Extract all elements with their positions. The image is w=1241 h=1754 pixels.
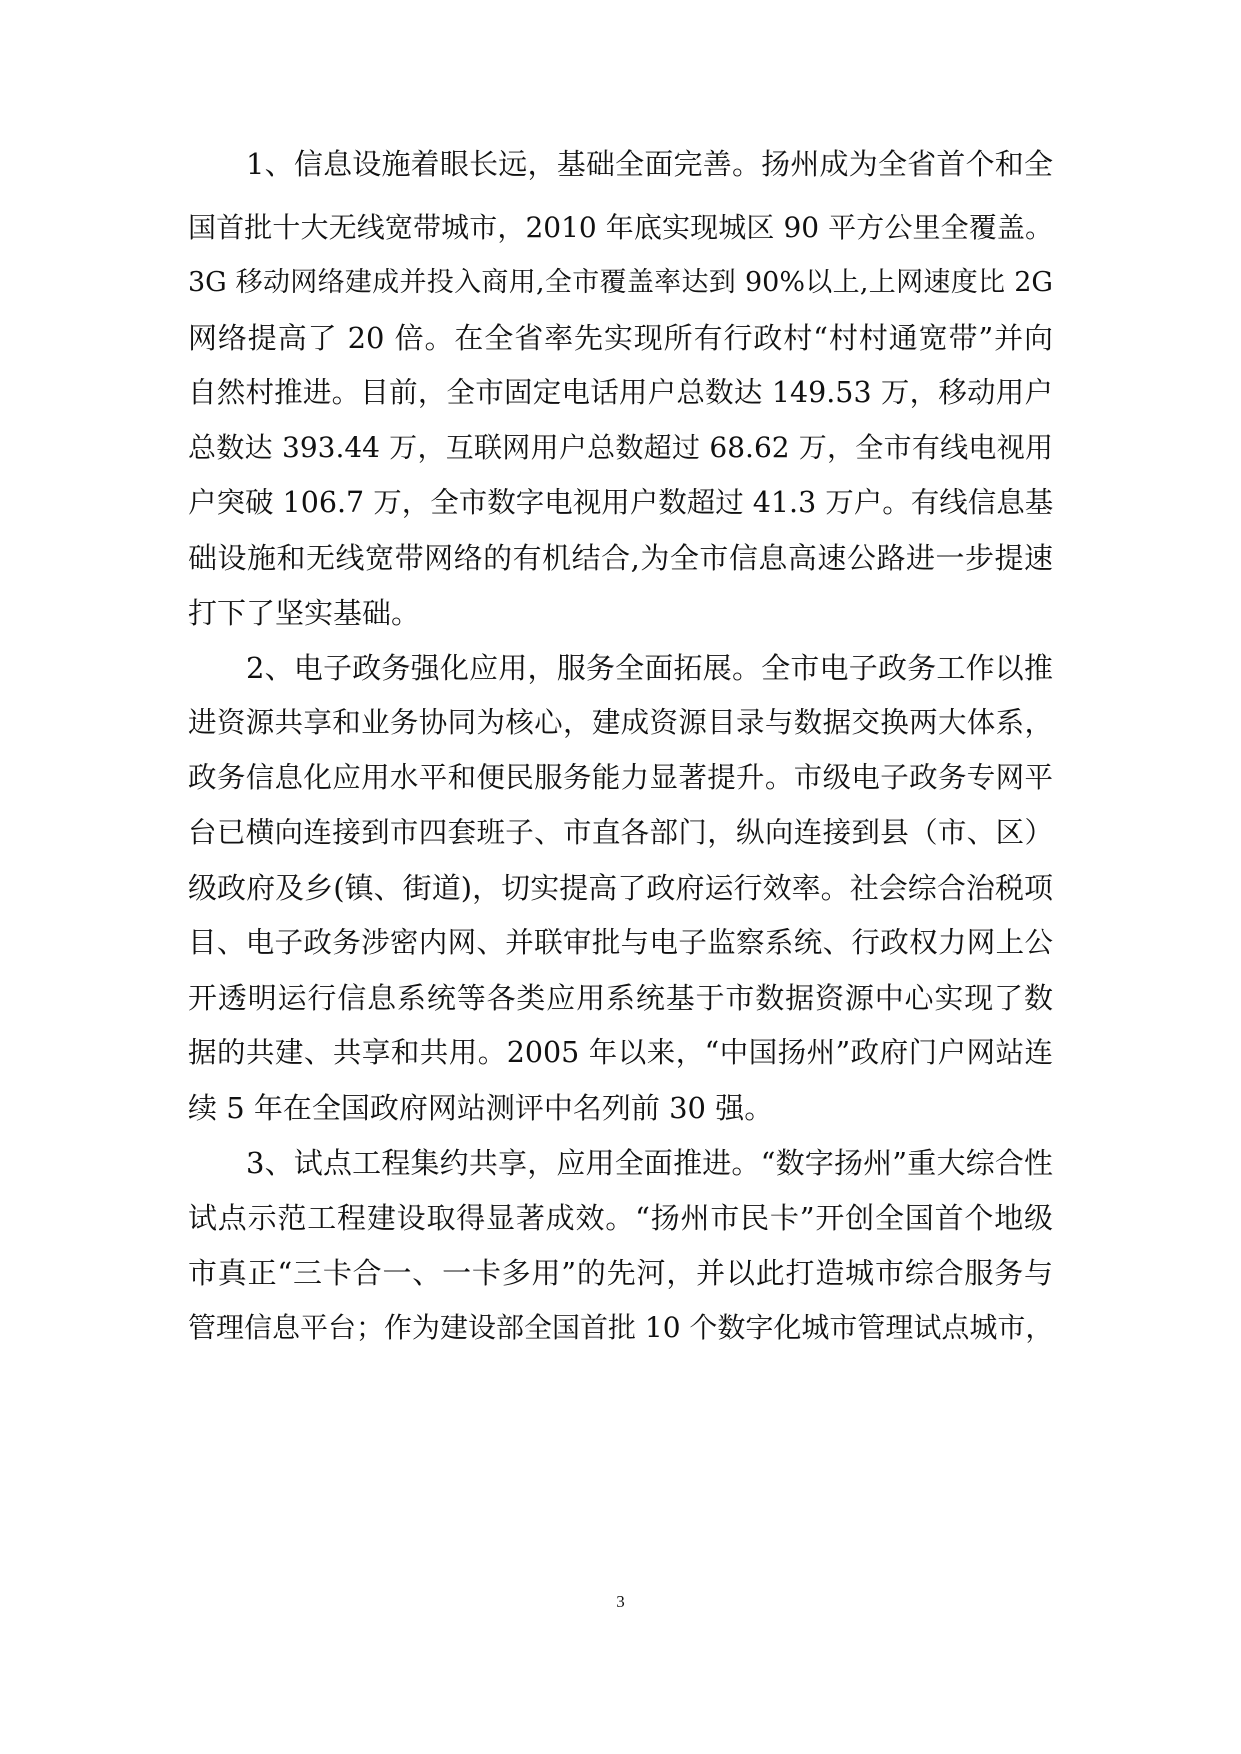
paragraph-1-line-3: 3G 移动网络建成并投入商用,全市覆盖率达到 90%以上,上网速度比 2G — [188, 267, 1053, 298]
paragraph-1-line-6: 总数达 393.44 万，互联网用户总数超过 68.62 万，全市有线电视用 — [188, 431, 1053, 464]
paragraph-2-line-3: 政务信息化应用水平和便民服务能力显著提升。市级电子政务专网平 — [188, 761, 1053, 794]
paragraph-1-line-7: 户突破 106.7 万，全市数字电视用户数超过 41.3 万户。有线信息基 — [188, 486, 1054, 519]
paragraph-1-line-4: 网络提高了 20 倍。在全省率先实现所有行政村“村村通宽带”并向 — [188, 321, 1053, 355]
paragraph-1-line-9: 打下了坚实基础。 — [188, 596, 421, 630]
paragraph-3-line-4: 管理信息平台；作为建设部全国首批 10 个数字化城市管理试点城市， — [188, 1311, 1054, 1344]
paragraph-2-line-9: 续 5 年在全国政府网站测评中名列前 30 强。 — [188, 1091, 774, 1125]
paragraph-2-line-6: 目、电子政务涉密内网、并联审批与电子监察系统、行政权力网上公 — [188, 926, 1053, 959]
paragraph-2-line-1: 2、电子政务强化应用，服务全面拓展。全市电子政务工作以推 — [246, 651, 1053, 685]
paragraph-1-line-5: 自然村推进。目前，全市固定电话用户总数达 149.53 万，移动用户 — [188, 376, 1053, 409]
paragraph-1-line-2: 国首批十大无线宽带城市，2010 年底实现城区 90 平方公里全覆盖。 — [188, 211, 1053, 244]
paragraph-2-line-7: 开透明运行信息系统等各类应用系统基于市数据资源中心实现了数 — [188, 981, 1053, 1015]
paragraph-2-line-2: 进资源共享和业务协同为核心，建成资源目录与数据交换两大体系， — [188, 706, 1053, 739]
paragraph-1-line-8: 础设施和无线宽带网络的有机结合,为全市信息高速公路进一步提速 — [188, 541, 1053, 575]
paragraph-2-line-5: 级政府及乡(镇、街道)，切实提高了政府运行效率。社会综合治税项 — [188, 871, 1053, 905]
page-number: 3 — [616, 1592, 625, 1611]
paragraph-3-line-1: 3、试点工程集约共享，应用全面推进。“数字扬州”重大综合性 — [246, 1146, 1053, 1180]
paragraph-3-line-3: 市真正“三卡合一、一卡多用”的先河，并以此打造城市综合服务与 — [188, 1256, 1053, 1290]
paragraph-2-line-4: 台已横向连接到市四套班子、市直各部门，纵向连接到县（市、区） — [188, 816, 1053, 849]
paragraph-1-line-1: 1、信息设施着眼长远，基础全面完善。扬州成为全省首个和全 — [246, 147, 1053, 181]
paragraph-3-line-2: 试点示范工程建设取得显著成效。“扬州市民卡”开创全国首个地级 — [188, 1201, 1053, 1235]
paragraph-2-line-8: 据的共建、共享和共用。2005 年以来，“中国扬州”政府门户网站连 — [188, 1036, 1053, 1069]
